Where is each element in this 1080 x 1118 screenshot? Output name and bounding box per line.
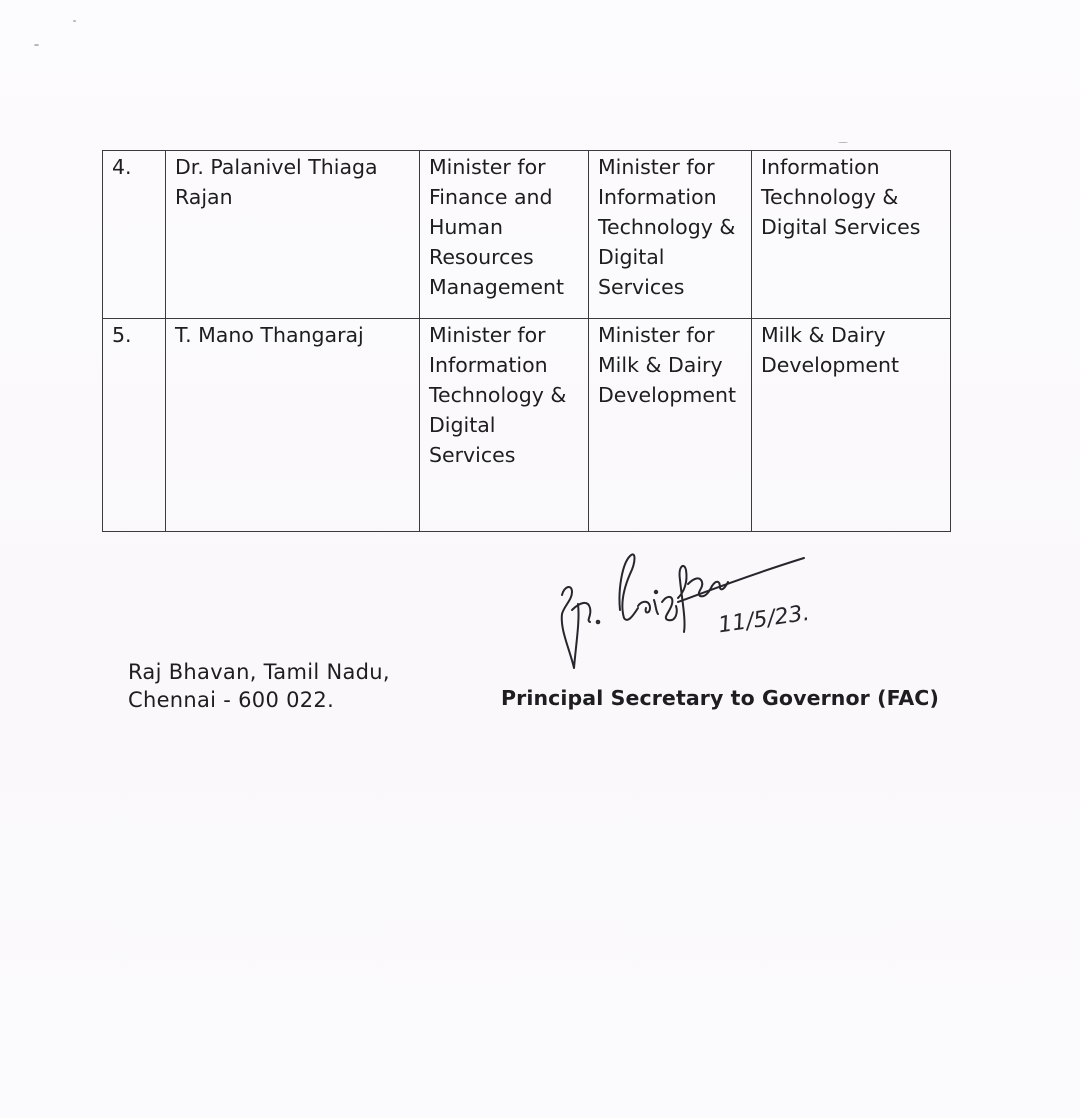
handwritten-signature — [550, 540, 840, 675]
signature-date: 11/5/23. — [716, 600, 812, 639]
signatory-designation: Principal Secretary to Governor (FAC) — [501, 686, 939, 710]
minister-name-cell: T. Mano Thangaraj — [166, 319, 420, 532]
serial-number-cell: 5. — [103, 319, 166, 532]
new-designation-cell: Minister for Information Technology & Digital Services — [589, 151, 752, 319]
ministers-table — [102, 150, 951, 532]
portfolio-cell: Information Technology & Digital Services — [752, 151, 951, 319]
table-row — [103, 319, 951, 532]
serial-number-cell: 4. — [103, 151, 166, 319]
address-line: Chennai - 600 022. — [128, 688, 335, 712]
minister-name-cell: Dr. Palanivel Thiaga Rajan — [166, 151, 420, 319]
office-address — [128, 658, 390, 714]
address-line: Raj Bhavan, Tamil Nadu, — [128, 660, 390, 684]
scan-speck — [34, 44, 39, 46]
scan-speck — [838, 142, 848, 143]
previous-portfolio-cell: Minister for Information Technology & Digital Services — [420, 319, 589, 532]
scan-speck — [73, 20, 76, 22]
portfolio-cell: Milk & Dairy Development — [752, 319, 951, 532]
new-designation-cell: Minister for Milk & Dairy Development — [589, 319, 752, 532]
previous-portfolio-cell: Minister for Finance and Human Resources Management — [420, 151, 589, 319]
table-row — [103, 151, 951, 319]
